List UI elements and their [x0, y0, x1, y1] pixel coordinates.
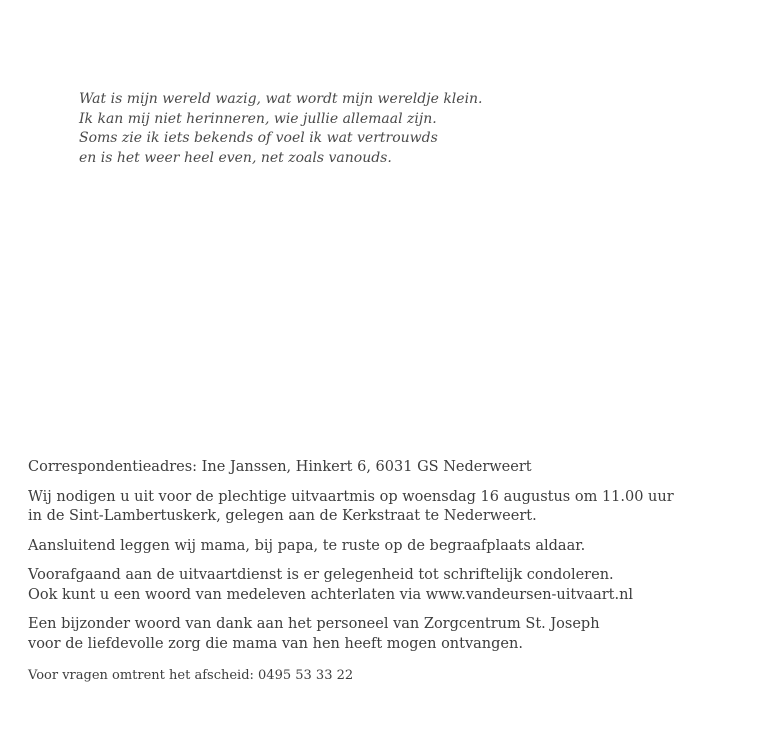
correspondence-address [28, 458, 728, 478]
invitation-line: Wij nodigen u uit voor de plechtige uitvaartmis op woensdag 16 augustus om 11.00 uur [28, 488, 674, 505]
poem-line: Wat is mijn wereld wazig, wat wordt mijn wereldje klein. [79, 91, 483, 107]
condolences-paragraph [28, 566, 728, 605]
condolences-line: Ook kunt u een woord van medeleven achterlaten via www.vandeursen-uitvaart.nl [28, 586, 634, 603]
poem-line: Ik kan mij niet herinneren, wie jullie allemaal zijn. [79, 110, 437, 127]
thanks-paragraph [28, 615, 728, 654]
invitation-paragraph [28, 488, 728, 527]
poem [79, 90, 483, 168]
correspondence-text: Correspondentieadres: Ine Janssen, Hinkert 6, 6031 GS Nederweert [28, 459, 532, 475]
thanks-line: voor de liefdevolle zorg die mama van hen heeft mogen ontvangen. [28, 635, 523, 652]
contact-paragraph [28, 666, 728, 686]
burial-paragraph [28, 537, 728, 557]
condolences-line: Voorafgaand aan de uitvaartdienst is er gelegenheid tot schriftelijk condoleren. [28, 567, 614, 583]
thanks-line: Een bijzonder woord van dank aan het personeel van Zorgcentrum St. Joseph [28, 616, 600, 632]
poem-line: Soms zie ik iets bekends of voel ik wat vertrouwds [79, 130, 438, 146]
contact-text: Voor vragen omtrent het afscheid: 0495 53 33 22 [28, 668, 354, 683]
funeral-info [28, 458, 728, 696]
burial-text: Aansluitend leggen wij mama, bij papa, te ruste op de begraafplaats aldaar. [28, 537, 586, 554]
poem-line: en is het weer heel even, net zoals vanouds. [79, 149, 392, 166]
invitation-line: in de Sint-Lambertuskerk, gelegen aan de Kerkstraat te Nederweert. [28, 508, 537, 524]
